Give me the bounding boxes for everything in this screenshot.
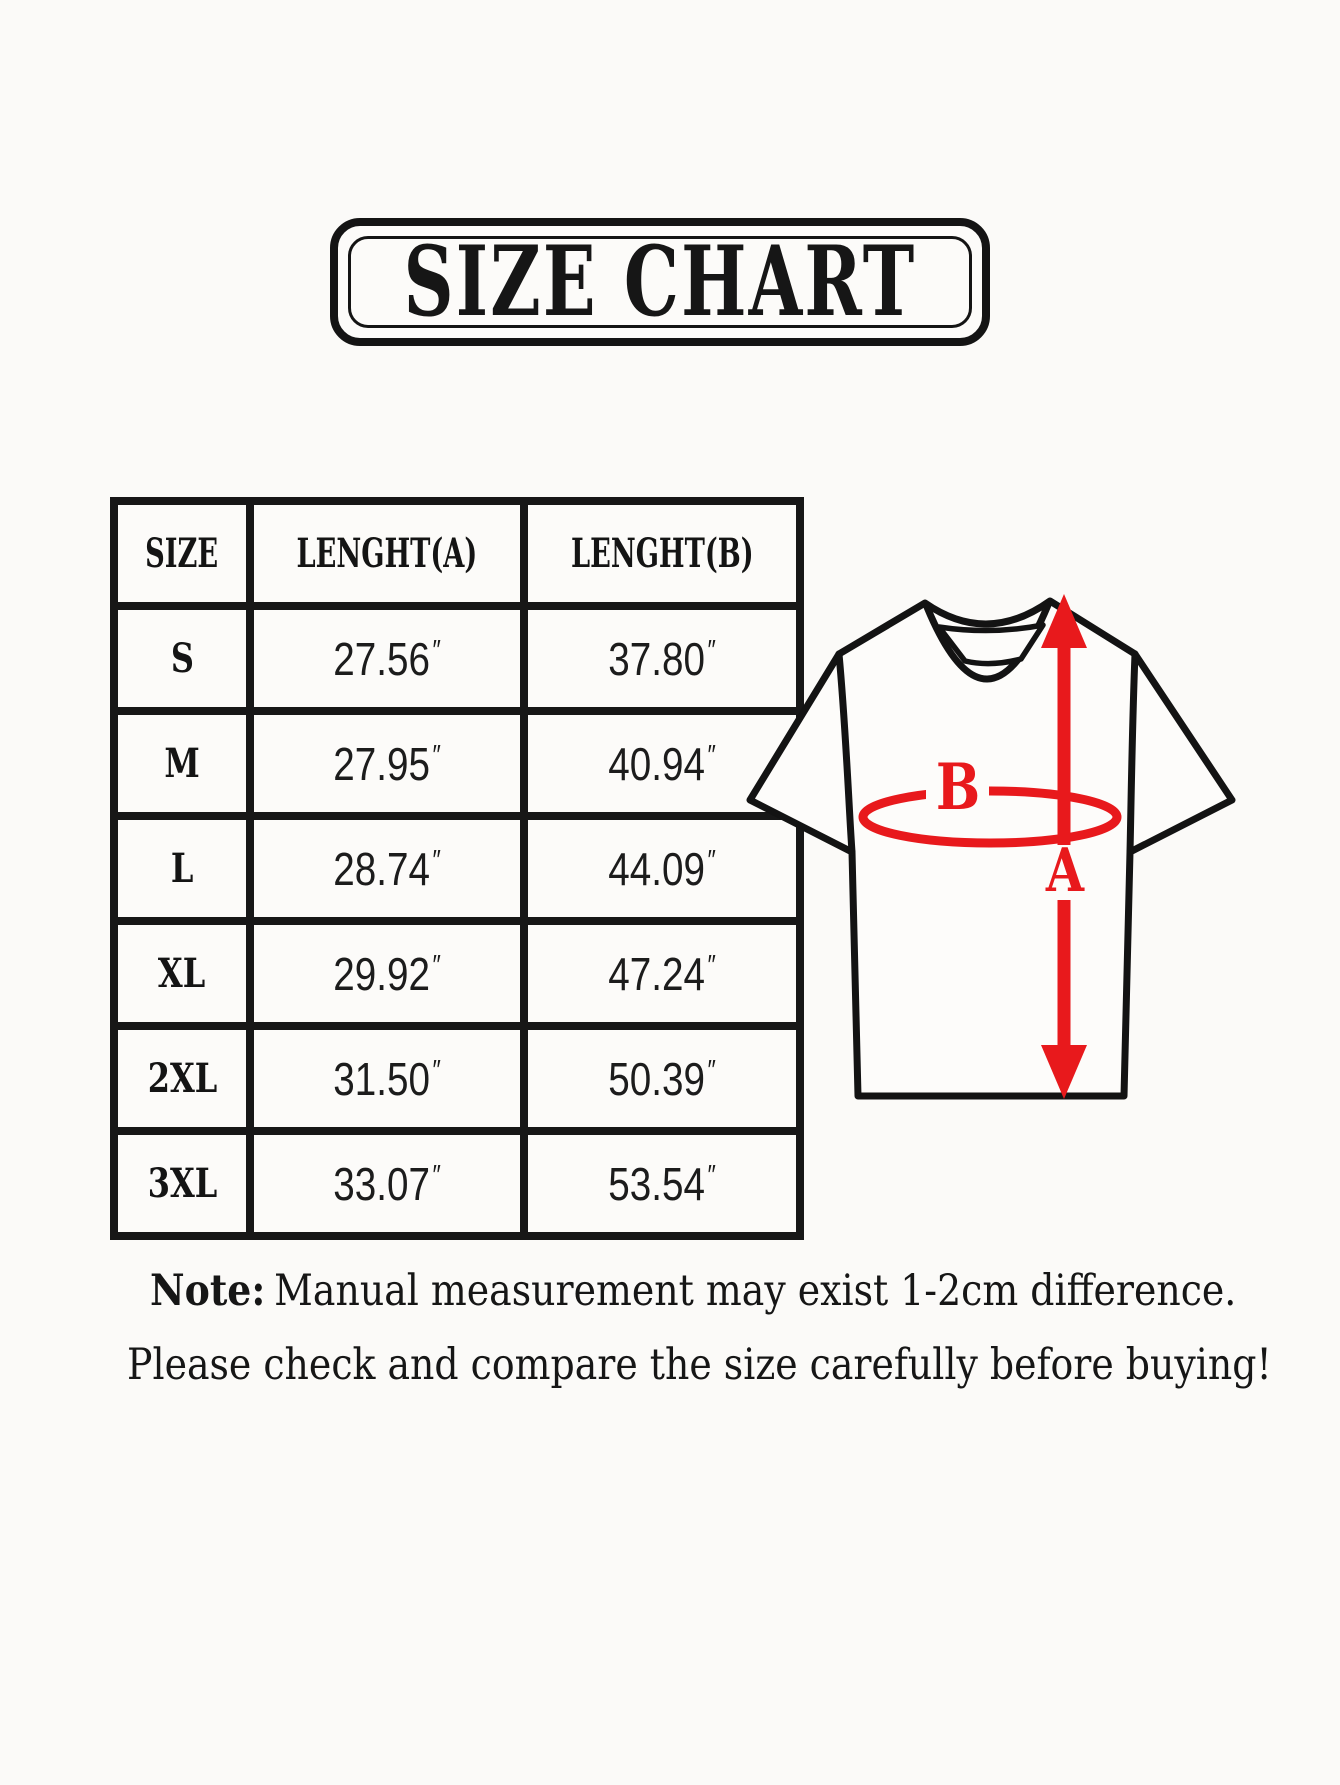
label-b: B xyxy=(935,748,981,825)
page-title: SIZE CHART xyxy=(403,225,917,338)
title-plaque xyxy=(330,218,990,346)
length-b-cell: 44.09″ xyxy=(524,816,801,921)
length-b-cell: 53.54″ xyxy=(524,1131,801,1236)
inch-mark: ″ xyxy=(432,843,441,875)
col-header-length-b: LENGHT(B) xyxy=(524,501,801,606)
inch-mark: ″ xyxy=(432,633,441,665)
length-b-cell: 40.94″ xyxy=(524,711,801,816)
length-b-cell: 37.80″ xyxy=(524,606,801,711)
tshirt-diagram xyxy=(630,480,1250,1130)
inch-mark: ″ xyxy=(707,1158,716,1190)
col-header-size: SIZE xyxy=(114,501,250,606)
length-b-cell: 50.39″ xyxy=(524,1026,801,1131)
inch-mark: ″ xyxy=(707,948,716,980)
col-header-length-a: LENGHT(A) xyxy=(250,501,524,606)
length-a-cell: 27.95″ xyxy=(250,711,524,816)
length-a-cell: 29.92″ xyxy=(250,921,524,1026)
length-a-cell: 28.74″ xyxy=(250,816,524,921)
note-prefix: Note: xyxy=(150,1266,266,1316)
title-plaque-inner-border xyxy=(348,225,972,338)
inch-mark: ″ xyxy=(432,1158,441,1190)
inch-mark: ″ xyxy=(432,1053,441,1085)
table-row xyxy=(114,1131,800,1236)
size-cell: L xyxy=(114,816,250,921)
inch-mark: ″ xyxy=(707,633,716,665)
length-a-cell: 33.07″ xyxy=(250,1131,524,1236)
inch-mark: ″ xyxy=(432,948,441,980)
size-cell: M xyxy=(114,711,250,816)
note-text-1: Manual measurement may exist 1-2cm difference. xyxy=(274,1266,1237,1316)
note-line-1 xyxy=(150,1266,1236,1318)
length-a-cell: 31.50″ xyxy=(250,1026,524,1131)
inch-mark: ″ xyxy=(432,738,441,770)
label-a: A xyxy=(1045,834,1085,906)
size-cell: 3XL xyxy=(114,1131,250,1236)
inch-mark: ″ xyxy=(707,738,716,770)
length-b-cell: 47.24″ xyxy=(524,921,801,1026)
inch-mark: ″ xyxy=(707,1053,716,1085)
length-a-cell: 27.56″ xyxy=(250,606,524,711)
size-cell: 2XL xyxy=(114,1026,250,1131)
note-line-2: Please check and compare the size carefully before buying! xyxy=(127,1340,1272,1390)
size-cell: XL xyxy=(114,921,250,1026)
inch-mark: ″ xyxy=(707,843,716,875)
size-cell: S xyxy=(114,606,250,711)
